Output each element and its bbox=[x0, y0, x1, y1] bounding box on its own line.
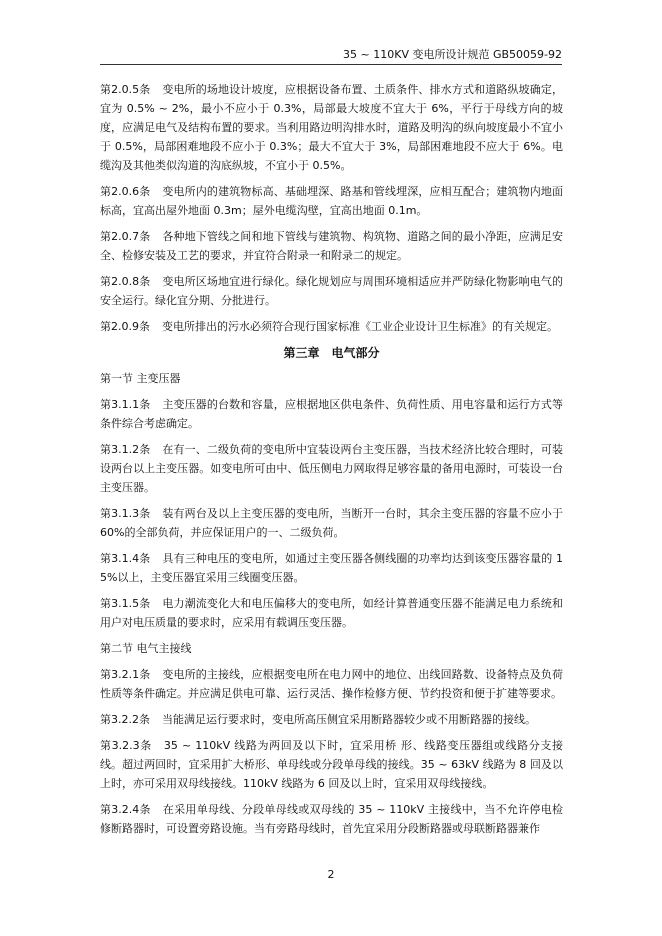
clause-paragraph bbox=[100, 440, 563, 497]
clause-number: 第3.2.2条 bbox=[100, 713, 150, 726]
chapter-heading: 第三章 电气部分 bbox=[283, 346, 380, 360]
clause-number: 第3.2.1条 bbox=[100, 668, 151, 681]
clause-paragraph bbox=[100, 182, 563, 220]
clause-text: 变电所排出的污水必须符合现行国家标准《工业企业设计卫生标准》的有关规定。 bbox=[162, 320, 558, 333]
clause-text: 变电所区场地宜进行绿化。绿化规划应与周围环境相适应并严防绿化物影响电气的安全运行。绿化宜分期、分批进行。 bbox=[100, 275, 563, 307]
clause-number: 第3.1.3条 bbox=[100, 507, 151, 520]
document-body bbox=[100, 80, 563, 845]
clause-text: 电力潮流变化大和电压偏移大的变电所，如经计算普通变压器不能满足电力系统和用户对电压质量的要求时，应采用有载调压变压器。 bbox=[100, 597, 563, 629]
clause-paragraph bbox=[100, 504, 563, 542]
clause-text: 变电所内的建筑物标高、基础埋深、路基和管线埋深，应相互配合；建筑物内地面标高，宜高出屋外地面 0.3m；屋外电缆沟壁，宜高出地面 0.1m。 bbox=[100, 185, 563, 217]
clause-text: 35 ~ 110kV 线路为两回及以下时，宜采用桥 形、线路变压器组或线路分支接线。超过两回时，宜采用扩大桥形、单母线或分段单母线的接线。35 ~ 63kV 线路为 8 回及以上时，亦可采用双母线接线。110kV 线路为 6 回及以上时，宜采用双母线接线。 bbox=[100, 739, 563, 790]
clause-number: 第2.0.5条 bbox=[100, 83, 151, 96]
clause-paragraph bbox=[100, 710, 563, 729]
clause-number: 第3.1.2条 bbox=[100, 443, 151, 456]
clause-text: 变电所的主接线，应根据变电所在电力网中的地位、出线回路数、设备特点及负荷性质等条件确定。并应满足供电可靠、运行灵活、操作检修方便、节约投资和便于扩建等要求。 bbox=[100, 668, 563, 700]
clause-text: 主变压器的台数和容量，应根据地区供电条件、负荷性质、用电容量和运行方式等条件综合考虑确定。 bbox=[100, 398, 563, 430]
clause-paragraph bbox=[100, 80, 563, 175]
clause-paragraph bbox=[100, 227, 563, 265]
clause-text: 具有三种电压的变电所，如通过主变压器各侧线圈的功率均达到该变压器容量的 15%以上，主变压器宜采用三线圈变压器。 bbox=[100, 552, 563, 584]
clause-paragraph bbox=[100, 736, 563, 793]
clause-number: 第3.1.5条 bbox=[100, 597, 151, 610]
clause-paragraph bbox=[100, 594, 563, 632]
clause-paragraph bbox=[100, 317, 563, 336]
clause-paragraph bbox=[100, 800, 563, 838]
clause-text: 装有两台及以上主变压器的变电所，当断开一台时，其余主变压器的容量不应小于 60%的全部负荷，并应保证用户的一、二级负荷。 bbox=[100, 507, 563, 539]
clause-number: 第2.0.7条 bbox=[100, 230, 151, 243]
clause-number: 第3.2.3条 bbox=[100, 739, 152, 752]
clause-number: 第2.0.6条 bbox=[100, 185, 151, 198]
clause-text: 在有一、二级负荷的变电所中宜装设两台主变压器，当技术经济比较合理时，可装设两台以上主变压器。如变电所可由中、低压侧电力网取得足够容量的备用电源时，可装设一台主变压器。 bbox=[100, 443, 563, 494]
clause-number: 第3.1.1条 bbox=[100, 398, 151, 411]
clause-number: 第3.2.4条 bbox=[100, 803, 151, 816]
clause-text: 各种地下管线之间和地下管线与建筑物、构筑物、道路之间的最小净距，应满足安全、检修安装及工艺的要求，并宜符合附录一和附录二的规定。 bbox=[100, 230, 563, 262]
clause-number: 第2.0.9条 bbox=[100, 320, 150, 333]
clause-number: 第3.1.4条 bbox=[100, 552, 151, 565]
clause-text: 变电所的场地设计坡度，应根据设备布置、土质条件、排水方式和道路纵坡确定，宜为 0.5% ~ 2%，最小不应小于 0.3%，局部最大坡度不宜大于 6%，平行于母线方向的坡度，应满足电气及结构布置的要求。当利用路边明沟排水时，道路及明沟的纵向坡度最小不宜小于 0.5%，局部困难地段不应小于 0.3%；最大不宜大于 3%，局部困难地段不应大于 6%。电缆沟及其他类似沟道的沟底纵坡，不宜小于 0.5%。 bbox=[100, 83, 563, 172]
section-heading: 第二节 电气主接线 bbox=[100, 642, 192, 655]
clause-paragraph bbox=[100, 395, 563, 433]
section-heading: 第一节 主变压器 bbox=[100, 372, 181, 385]
clause-text: 当能满足运行要求时，变电所高压侧宜采用断路器较少或不用断路器的接线。 bbox=[162, 713, 536, 726]
clause-paragraph bbox=[100, 272, 563, 310]
clause-number: 第2.0.8条 bbox=[100, 275, 151, 288]
clause-text: 在采用单母线、分段单母线或双母线的 35 ~ 110kV 主接线中，当不允许停电检修断路器时，可设置旁路设施。当有旁路母线时，首先宜采用分段断路器或母联断路器兼作 bbox=[100, 803, 563, 835]
clause-paragraph bbox=[100, 549, 563, 587]
page-number: 2 bbox=[327, 868, 335, 881]
page-header: 35 ~ 110KV 变电所设计规范 GB50059-92 bbox=[100, 46, 562, 65]
clause-paragraph bbox=[100, 665, 563, 703]
